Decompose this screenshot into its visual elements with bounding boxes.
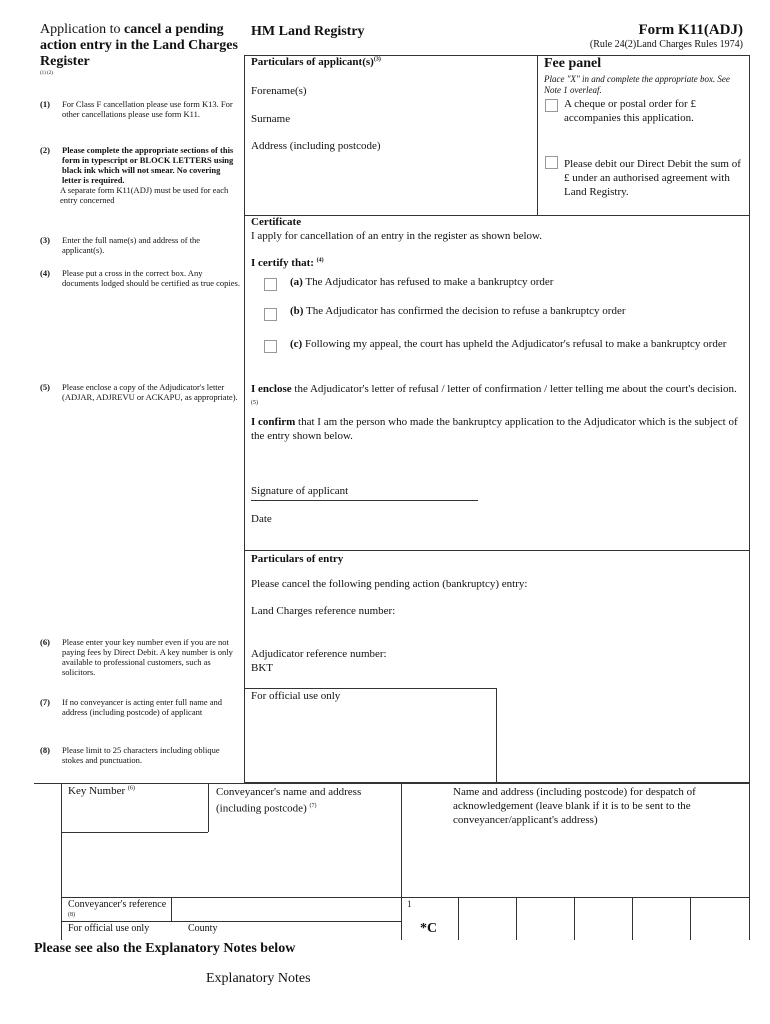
forename-field[interactable]: Forename(s) xyxy=(251,85,307,97)
official-use-label: For official use only xyxy=(251,690,341,702)
fee-cheque-label: A cheque or postal order for £ accompanies this application. xyxy=(564,98,696,124)
rule-reference: (Rule 24(2)Land Charges Rules 1974) xyxy=(589,39,743,50)
enclose-statement: I enclose the Adjudicator's letter of refusal / letter of confirmation / letter telling me about the court's decision. $^{(5)}$ xyxy=(251,383,737,406)
option-c-checkbox[interactable] xyxy=(264,340,277,353)
option-b-checkbox[interactable] xyxy=(264,308,277,321)
note-2: (2) Please complete the appropriate sections of this form in typescript or BLOCK LETTERS using black ink which will not smear. No covering letter is required. A separate form K11(ADJ) must be used for each entry concerned xyxy=(40,145,234,205)
form-title: Application to cancel a pending action entry in the Land Charges Register xyxy=(40,22,238,69)
note-4: (4) Please put a cross in the correct box. Any documents lodged should be certified as true copies. xyxy=(40,268,240,288)
title-refs: (1) (2) xyxy=(40,71,53,76)
surname-field[interactable]: Surname xyxy=(251,113,291,125)
entry-heading: Particulars of entry xyxy=(251,553,344,565)
fee-instruction: Place "X" in and complete the appropriate box. See Note 1 overleaf. xyxy=(544,74,730,95)
note-3: (3) Enter the full name(s) and address of the applicant(s). xyxy=(40,235,201,255)
option-a-checkbox[interactable] xyxy=(264,278,277,291)
c-mark: *C xyxy=(420,921,438,936)
fee-cheque-checkbox[interactable] xyxy=(545,99,558,112)
conveyancer-address-field[interactable]: Conveyancer's name and address (including postcode) $^{(7)}$ xyxy=(216,786,362,815)
note-8: (8) Please limit to 25 characters including oblique stokes and punctuation. xyxy=(40,745,220,765)
option-b-text: (b) The Adjudicator has confirmed the decision to refuse a bankruptcy order xyxy=(290,305,626,317)
fee-debit-checkbox[interactable] xyxy=(545,156,558,169)
applicant-heading: Particulars of $applicant(s)^{(3)}$ xyxy=(251,56,381,68)
entry-cancel-text: Please cancel the following pending action (bankruptcy) entry: xyxy=(251,578,528,590)
fee-panel-heading: Fee panel xyxy=(544,56,602,71)
note-5: (5) Please enclose a copy of the Adjudicator's letter (ADJAR, ADJREVU or ACKAPU, as appropriate). xyxy=(40,382,238,402)
certificate-apply: I apply for cancellation of an entry in the register as shown below. xyxy=(251,230,542,242)
fee-debit-label: Please debit our Direct Debit the sum of £ under an authorised agreement with Land Registry. xyxy=(564,158,741,198)
address-field[interactable]: Address (including postcode) xyxy=(251,140,381,152)
official-use-box xyxy=(244,688,497,783)
option-a-text: (a) The Adjudicator has refused to make a bankruptcy order xyxy=(290,276,554,288)
explanatory-notes-heading: Explanatory Notes xyxy=(206,971,311,986)
signature-label: Signature of applicant xyxy=(251,485,349,497)
despatch-address-field[interactable]: Name and address (including postcode) for despatch of acknowledgement (leave blank if it is to be sent to the conveyancer/applicant's address) xyxy=(453,786,696,826)
conveyancer-reference-field[interactable]: Conveyancer's reference $^{(8)}$ xyxy=(68,899,167,918)
certificate-heading: Certificate xyxy=(251,216,302,228)
box-number-one: 1 xyxy=(407,899,412,909)
bkt-prefix: BKT xyxy=(251,662,273,674)
confirm-statement: I confirm that I am the person who made the bankruptcy application to the Adjudicator which is the subject of the entry shown below. xyxy=(251,416,738,442)
bottom-official-label: For official use only xyxy=(68,923,150,934)
county-label: County xyxy=(188,923,218,934)
registry-name: HM Land Registry xyxy=(251,24,365,39)
note-6: (6) Please enter your key number even if you are not paying fees by Direct Debit. A key number is only available to professional customers, such as solicitors. xyxy=(40,637,233,677)
see-explanatory-notes: Please see also the Explanatory Notes below xyxy=(34,941,296,956)
key-number-field[interactable]: Key Number $^{(6)}$ xyxy=(68,785,135,797)
note-7: (7) If no conveyancer is acting enter full name and address (including postcode) of applicant xyxy=(40,697,223,717)
signature-line[interactable] xyxy=(251,500,478,501)
date-label: Date xyxy=(251,513,272,525)
land-charges-ref-field[interactable]: Land Charges reference number: xyxy=(251,605,396,617)
note-1: (1) For Class F cancellation please use form K13. For other cancellations please use form K11. xyxy=(40,99,233,119)
form-number: Form K11(ADJ) xyxy=(638,22,743,38)
adjudicator-ref-field[interactable]: Adjudicator reference number: xyxy=(251,648,387,660)
option-c-text: (c) Following my appeal, the court has upheld the Adjudicator's refusal to make a bankruptcy order xyxy=(290,338,727,350)
certify-heading: I certify that: $^{(4)}$ xyxy=(251,257,324,269)
